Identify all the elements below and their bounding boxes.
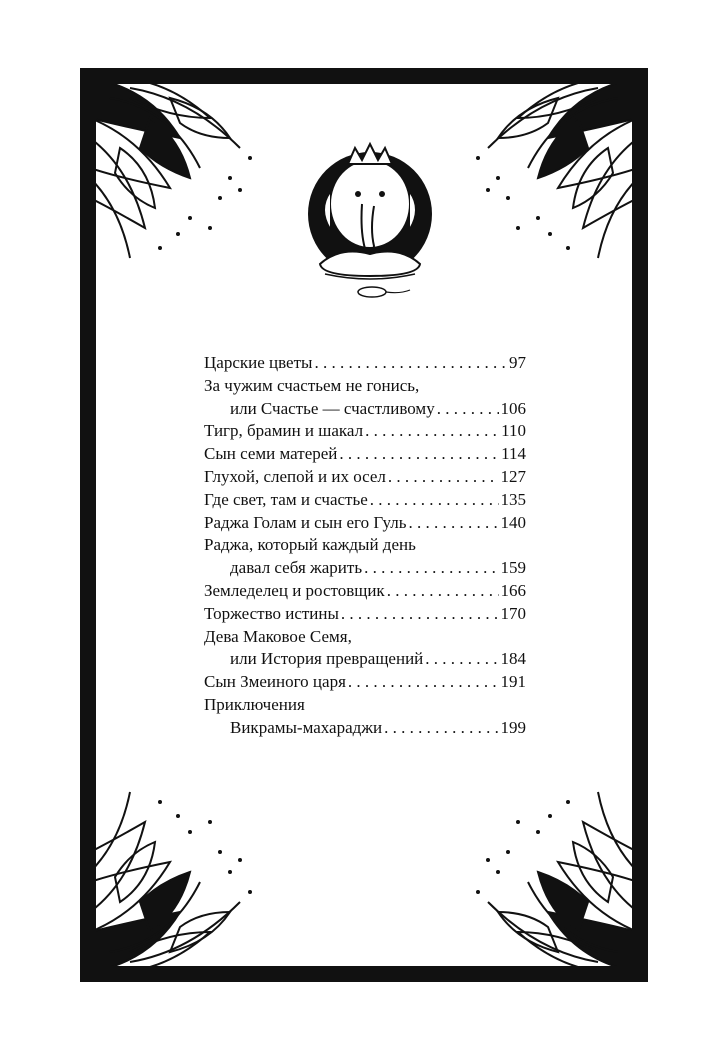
- ganesha-emblem-icon: [300, 134, 440, 304]
- toc-page-number: 106: [500, 398, 526, 418]
- dot-leader: [409, 512, 499, 535]
- toc-entry[interactable]: [204, 603, 526, 626]
- toc-entry-title: Сын Змеиного царя: [204, 672, 346, 692]
- dot-leader: [339, 443, 499, 466]
- toc-entry-title: Царские цветы: [204, 353, 313, 372]
- toc-entry-title: Торжество истины: [204, 603, 339, 623]
- toc-entry[interactable]: [204, 466, 526, 489]
- dot-leader: [365, 420, 499, 443]
- toc-page-number: 170: [500, 603, 526, 623]
- page-content: [96, 84, 632, 966]
- dot-leader: [425, 648, 498, 671]
- toc-entry-title: Раджа, который каждый день: [204, 535, 416, 555]
- page-frame: [80, 68, 648, 982]
- toc-page-number: 199: [500, 717, 526, 737]
- toc-entry-title: Сын семи матерей: [204, 444, 338, 464]
- toc-entry-title: Глухой, слепой и их осел: [204, 466, 386, 486]
- dot-leader: [384, 717, 498, 740]
- toc-entry[interactable]: [204, 580, 526, 603]
- toc-entry[interactable]: [204, 694, 526, 740]
- toc-page-number: 159: [500, 558, 526, 578]
- toc-entry-title: За чужим счастьем не гонись,: [204, 375, 420, 395]
- dot-leader: [314, 352, 507, 375]
- toc-entry[interactable]: [204, 671, 526, 694]
- toc-entry[interactable]: [204, 443, 526, 466]
- toc-entry[interactable]: [204, 420, 526, 443]
- toc-entry-title: Тигр, брамин и шакал: [204, 421, 364, 441]
- toc-page-number: 191: [500, 672, 526, 692]
- toc-page-number: 135: [500, 489, 526, 509]
- toc-page-number: 166: [500, 580, 526, 600]
- toc-entry-title: Викрамы-махараджи: [230, 717, 383, 737]
- toc-entry[interactable]: [204, 352, 526, 375]
- toc-entry-title: давал себя жарить: [230, 558, 363, 578]
- mandala-corner-ornament-icon: [458, 782, 632, 966]
- toc-entry[interactable]: [204, 626, 526, 672]
- toc-entry-title: Приключения: [204, 694, 305, 714]
- toc-page-number: 127: [500, 466, 526, 486]
- mandala-corner-ornament-icon: [96, 782, 270, 966]
- dot-leader: [364, 557, 498, 580]
- toc-page-number: 184: [500, 649, 526, 669]
- dot-leader: [387, 580, 499, 603]
- toc-page-number: 110: [501, 421, 526, 441]
- toc-page-number: 97: [509, 353, 526, 372]
- toc-entry-title: Раджа Голам и сын его Гуль: [204, 512, 407, 532]
- toc-page-number: 140: [500, 512, 526, 532]
- dot-leader: [348, 671, 499, 694]
- mandala-corner-ornament-icon: [458, 84, 632, 268]
- toc-entry[interactable]: [204, 489, 526, 512]
- table-of-contents: [204, 352, 526, 740]
- toc-page-number: 114: [501, 444, 526, 464]
- dot-leader: [370, 489, 499, 512]
- toc-entry-title: Дева Маковое Семя,: [204, 626, 352, 646]
- toc-entry-title: Земледелец и ростовщик: [204, 580, 385, 600]
- toc-entry-title: или История превращений: [230, 649, 424, 669]
- dot-leader: [437, 398, 499, 421]
- toc-entry[interactable]: [204, 512, 526, 535]
- toc-entry[interactable]: [204, 375, 526, 421]
- mandala-corner-ornament-icon: [96, 84, 270, 268]
- dot-leader: [341, 603, 499, 626]
- toc-entry-title: или Счастье — счастливому: [230, 398, 435, 418]
- toc-entry[interactable]: [204, 534, 526, 580]
- dot-leader: [388, 466, 499, 489]
- toc-entry-title: Где свет, там и счастье: [204, 489, 368, 509]
